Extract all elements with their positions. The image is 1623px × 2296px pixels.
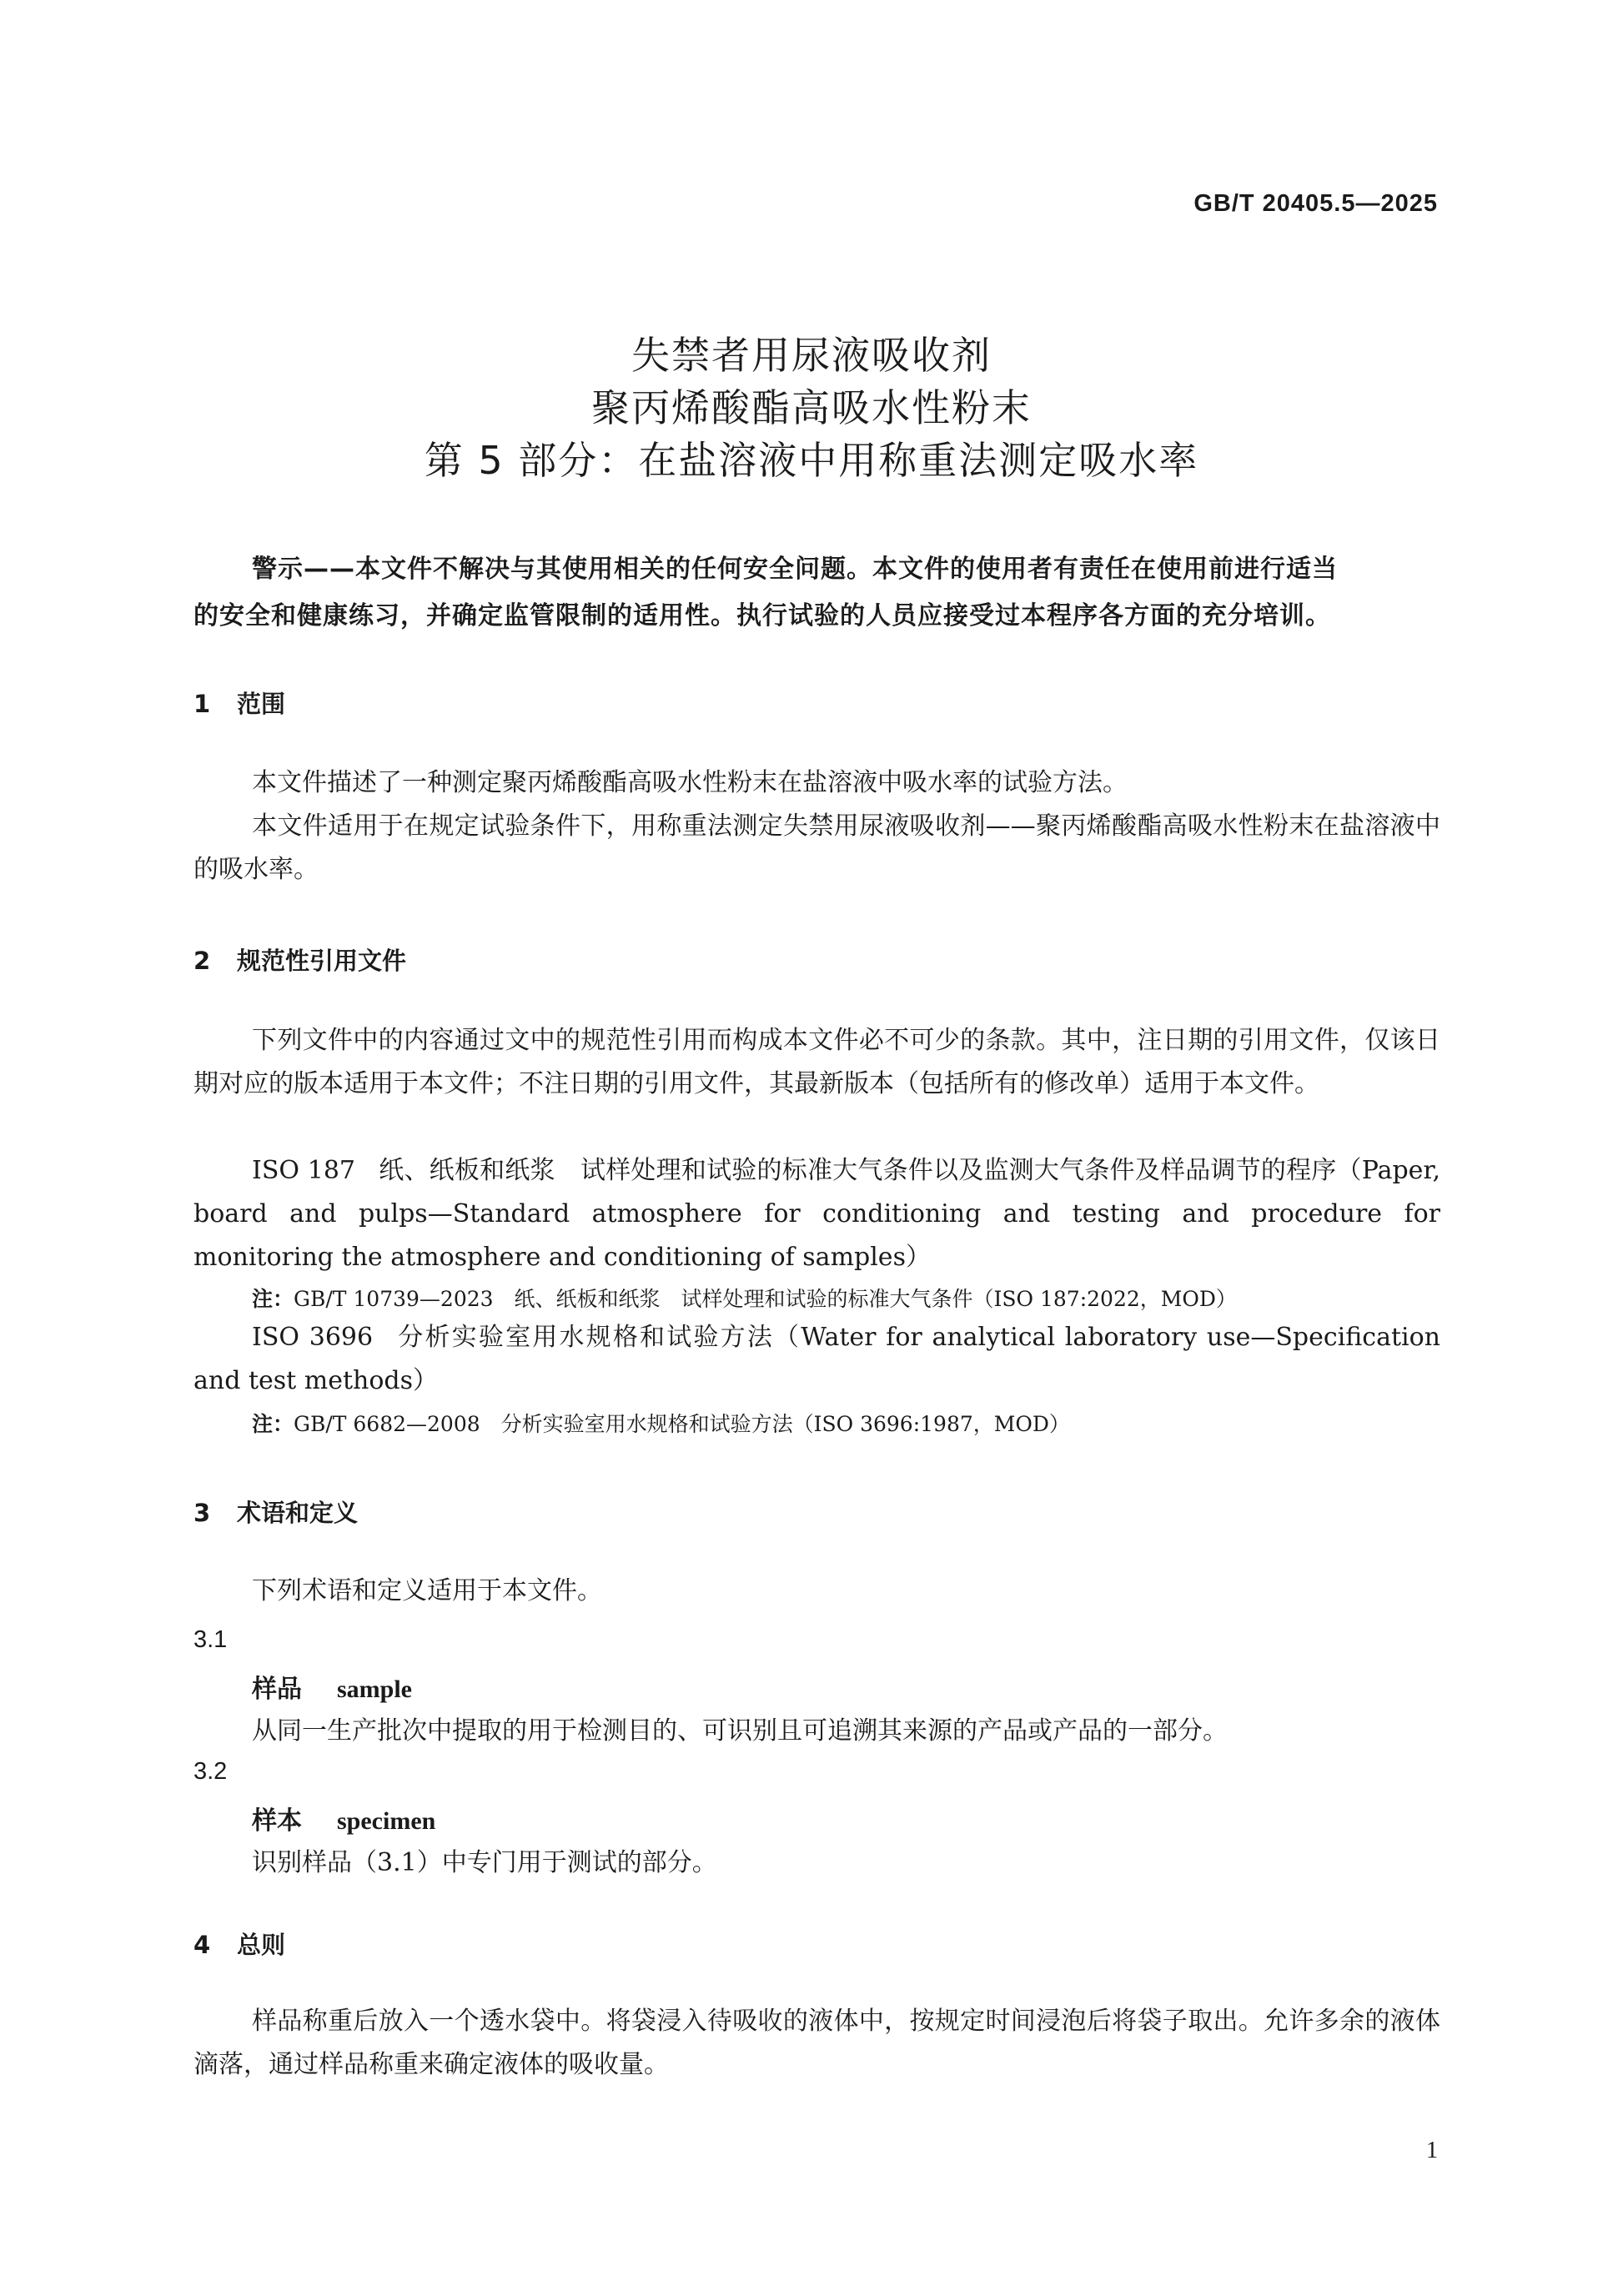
reference-code: ISO 3696 bbox=[252, 1323, 374, 1352]
section-3-heading bbox=[193, 1495, 358, 1529]
document-title bbox=[0, 329, 1623, 487]
section-number: 4 bbox=[193, 1931, 211, 1959]
term-definition-specimen: 识别样品（3.1）中专门用于测试的部分。 bbox=[252, 1848, 717, 1877]
section-4-heading bbox=[193, 1927, 285, 1961]
term-definition-sample: 从同一生产批次中提取的用于检测目的、可识别且可追溯其来源的产品或产品的一部分。 bbox=[252, 1716, 1228, 1746]
term-specimen bbox=[252, 1800, 435, 1836]
warning-line-2: 的安全和健康练习，并确定监管限制的适用性。执行试验的人员应接受过本程序各方面的充分培训。 bbox=[193, 601, 1331, 631]
section-title: 术语和定义 bbox=[237, 1499, 359, 1527]
reference-iso-3696 bbox=[193, 1316, 1440, 1403]
term-number-3-2: 3.2 bbox=[193, 1758, 228, 1785]
section-1-paragraph-1: 本文件描述了一种测定聚丙烯酸酯高吸水性粉末在盐溶液中吸水率的试验方法。 bbox=[252, 768, 1128, 797]
reference-iso-187 bbox=[193, 1149, 1440, 1279]
page-number: 1 bbox=[1426, 2138, 1438, 2163]
standard-code: GB/T 20405.5—2025 bbox=[1193, 190, 1438, 217]
note-text: GB/T 6682—2008 分析实验室用水规格和试验方法（ISO 3696:1987，MOD） bbox=[294, 1412, 1070, 1436]
section-number: 3 bbox=[193, 1499, 211, 1527]
reference-note-2 bbox=[252, 1408, 1070, 1438]
section-title: 总则 bbox=[237, 1931, 286, 1959]
reference-title: 纸、纸板和纸浆 试样处理和试验的标准大气条件以及监测大气条件及样品调节的程序（Paper, board and pulps—Standard atmosphere for conditioning and testing and procedure for monitoring the atmosphere and conditioning of samples） bbox=[193, 1156, 1440, 1272]
section-number: 2 bbox=[193, 947, 211, 975]
note-label: 注： bbox=[252, 1412, 294, 1436]
section-title: 范围 bbox=[237, 690, 286, 718]
section-3-intro: 下列术语和定义适用于本文件。 bbox=[252, 1576, 602, 1605]
term-english: sample bbox=[337, 1676, 412, 1703]
section-number: 1 bbox=[193, 690, 211, 718]
title-line-1: 失禁者用尿液吸收剂 bbox=[631, 333, 992, 378]
term-number-3-1: 3.1 bbox=[193, 1626, 228, 1653]
term-chinese: 样本 bbox=[252, 1806, 302, 1836]
section-1-paragraph-2: 本文件适用于在规定试验条件下，用称重法测定失禁用尿液吸收剂——聚丙烯酸酯高吸水性粉末在盐溶液中的吸水率。 bbox=[193, 811, 1440, 884]
note-text: GB/T 10739—2023 纸、纸板和纸浆 试样处理和试验的标准大气条件（ISO 187:2022，MOD） bbox=[294, 1287, 1237, 1311]
warning-notice bbox=[193, 546, 1440, 640]
term-sample bbox=[252, 1668, 412, 1705]
title-line-2: 聚丙烯酸酯高吸水性粉末 bbox=[591, 385, 1032, 430]
section-2-heading bbox=[193, 942, 406, 977]
reference-note-1 bbox=[252, 1283, 1237, 1313]
warning-line-1: 警示——本文件不解决与其使用相关的任何安全问题。本文件的使用者有责任在使用前进行适当 bbox=[252, 555, 1338, 584]
section-title: 规范性引用文件 bbox=[237, 947, 407, 975]
reference-code: ISO 187 bbox=[252, 1156, 356, 1185]
section-4-paragraph-1: 样品称重后放入一个透水袋中。将袋浸入待吸收的液体中，按规定时间浸泡后将袋子取出。允许多余的液体滴落，通过样品称重来确定液体的吸收量。 bbox=[193, 2007, 1440, 2079]
term-english: specimen bbox=[337, 1807, 436, 1835]
title-line-3: 第 5 部分：在盐溶液中用称重法测定吸水率 bbox=[424, 438, 1199, 483]
section-2-paragraph-1: 下列文件中的内容通过文中的规范性引用而构成本文件必不可少的条款。其中，注日期的引用文件，仅该日期对应的版本适用于本文件；不注日期的引用文件，其最新版本（包括所有的修改单）适用于本文件。 bbox=[193, 1026, 1440, 1098]
note-label: 注： bbox=[252, 1287, 294, 1311]
term-chinese: 样品 bbox=[252, 1675, 302, 1704]
reference-title: 分析实验室用水规格和试验方法（Water for analytical laboratory use—Specification and test methods） bbox=[193, 1323, 1440, 1395]
section-1-heading bbox=[193, 686, 285, 720]
